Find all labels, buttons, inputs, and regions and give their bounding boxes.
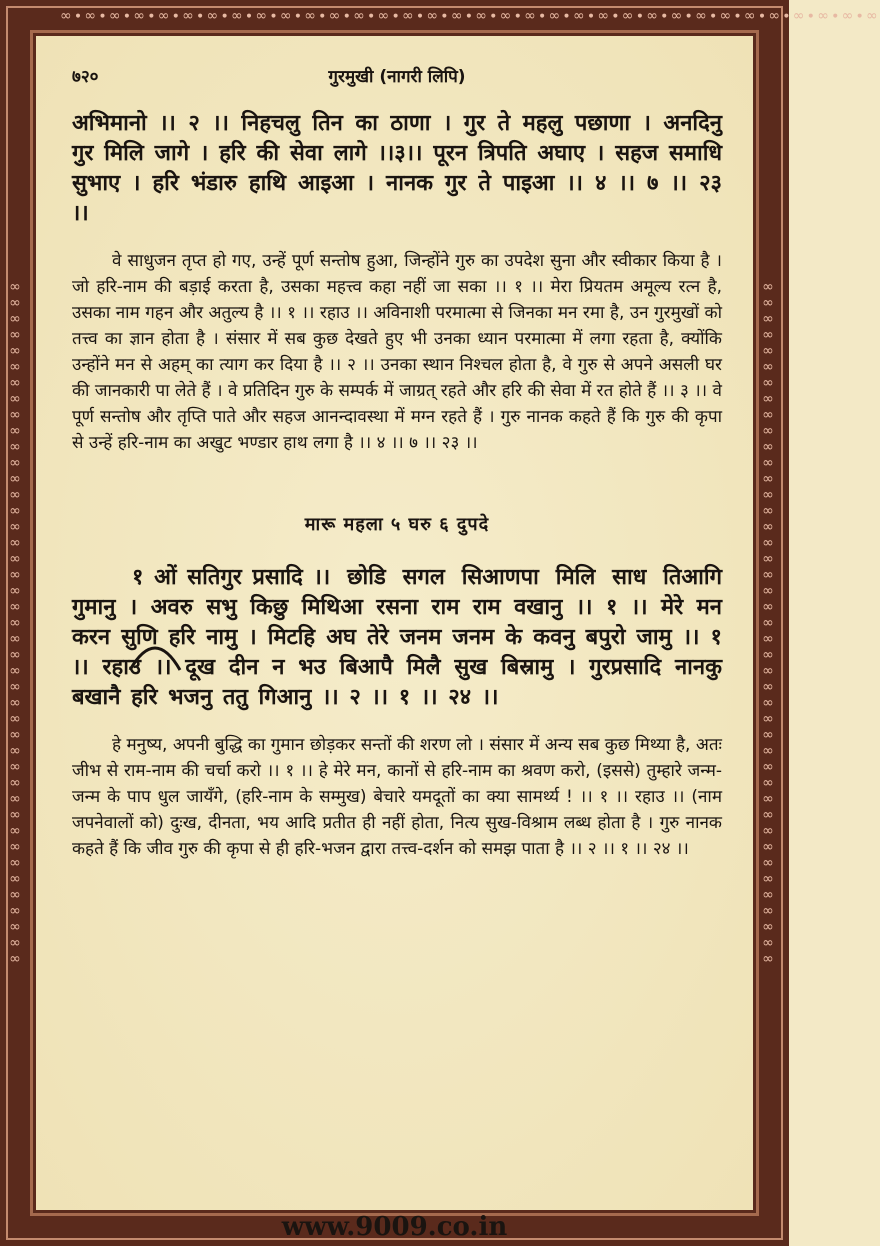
section-title: मारू महला ५ घरु ६ दुपदे (304, 514, 490, 535)
translation-block-2: हे मनुष्य, अपनी बुद्धि का गुमान छोड़कर सन्तों की शरण लो । संसार में अन्य सब कुछ मिथ्या है, अतः जीभ से राम-नाम की चर्चा करो ।। १ ।। हे मेरे मन, कानों से हरि-नाम का श्रवण करो, (इससे) तुम्हारे जन्म-जन्म के पाप धुल जायँगे, (हरि-नाम के सम्मुख) बेचारे यमदूतों का क्या सामर्थ्य ! ।। १ ।। रहाउ ।। (नाम जपनेवालों को) दुःख, दीनता, भय आदि प्रतीत ही नहीं होता, नित्य सुख-विश्राम लब्ध होता है । गुरु नानक कहते हैं कि जीव गुरु की कृपा से ही हरि-भजन द्वारा तत्त्व-दर्शन को समझ पाता है ।। २ ।। १ ।। २४ ।। (72, 735, 722, 859)
page-title: गुरमुखी (नागरी लिपि) (328, 67, 466, 87)
page-number: ७२० (72, 67, 99, 87)
verse-block-2-text: छोडि सगल सिआणपा मिलि साध तिआगि गुमानु । अवरु सभु किछु मिथिआ रसना राम राम वखानु ।। १ ।। मेरे मन करन सुणि हरि नामु । मिटहि अघ तेरे जनम जनम के कवनु बपुरो जामु ।। १ ।। रहाउ ।। दूख दीन न भउ बिआपै मिलै सुख बिस्रामु । गुरप्रसादि नानकु बखानै हरि भजनु ततु गिआनु ।। २ ।। १ ।। २४ ।। (72, 564, 722, 710)
top-ornament: ∞∙∞∙∞∙∞∙∞∙∞∙∞∙∞∙∞∙∞∙∞∙∞∙∞∙∞∙∞∙∞∙∞∙∞∙∞∙∞∙∞∙∞∙∞∙∞∙∞∙∞∙∞∙∞∙∞∙∞∙∞∙∞∙∞∙∞ (60, 8, 880, 24)
verse-block-1: अभिमानो ।। २ ।। निहचलु तिन का ठाणा । गुर ते महलु पछाणा । अनदिनु गुर मिलि जागे । हरि की सेवा लागे ।।३।। पूरन त्रिपति अघाए । सहज समाधि सुभाए । हरि भंडारु हाथि आइआ । नानक गुर ते पाइआ ।। ४ ।। ७ ।। २३ ।। (72, 110, 722, 226)
ek-onkar-arc-icon (126, 632, 184, 672)
footer-url: www.9009.co.in (281, 1212, 508, 1242)
page-header (72, 58, 722, 94)
translation-block-1: वे साधुजन तृप्त हो गए, उन्हें पूर्ण सन्तोष हुआ, जिन्होंने गुरु का उपदेश सुना और स्वीकार किया है । जो हरि-नाम की बड़ाई करता है, उसका महत्त्व कहा नहीं जा सका ।। १ ।। मेरा प्रियतम अमूल्य रत्न है, उसका नाम गहन और अतुल्य है ।। १ ।। रहाउ ।। अविनाशी परमात्मा से जिनका मन रमा है, उन गुरमुखों को तत्त्व का ज्ञान होता है । संसार में सब कुछ देखते हुए भी उनका ध्यान परमात्मा में लगा रहता है, क्योंकि उन्होंने मन से अहम् का त्याग कर दिया है ।। २ ।। उनका स्थान निश्चल होता है, वे गुरु से अपने असली घर की जानकारी पा लेते हैं । वे प्रतिदिन गुरु के सम्पर्क में जाग्रत् रहते और हरि की सेवा में रत होते हैं ।। ३ ।। वे पूर्ण सन्तोष और तृप्ति पाते और सहज आनन्दावस्था में मग्न रहते हैं । गुरु नानक कहते हैं कि गुरु की कृपा से उन्हें हरि-नाम का अखुट भण्डार हाथ लगा है ।। ४ ।। ७ ।। २३ ।। (72, 251, 722, 453)
left-ornament: ∞∞∞∞∞∞∞∞∞∞∞∞∞∞∞∞∞∞∞∞∞∞∞∞∞∞∞∞∞∞∞∞∞∞∞∞∞∞∞∞∞∞∞ (7, 279, 23, 967)
right-ornament: ∞∞∞∞∞∞∞∞∞∞∞∞∞∞∞∞∞∞∞∞∞∞∞∞∞∞∞∞∞∞∞∞∞∞∞∞∞∞∞∞∞∞∞ (760, 279, 776, 967)
mool-mantar: १ ओं सतिगुर प्रसादि ।। (132, 564, 331, 590)
